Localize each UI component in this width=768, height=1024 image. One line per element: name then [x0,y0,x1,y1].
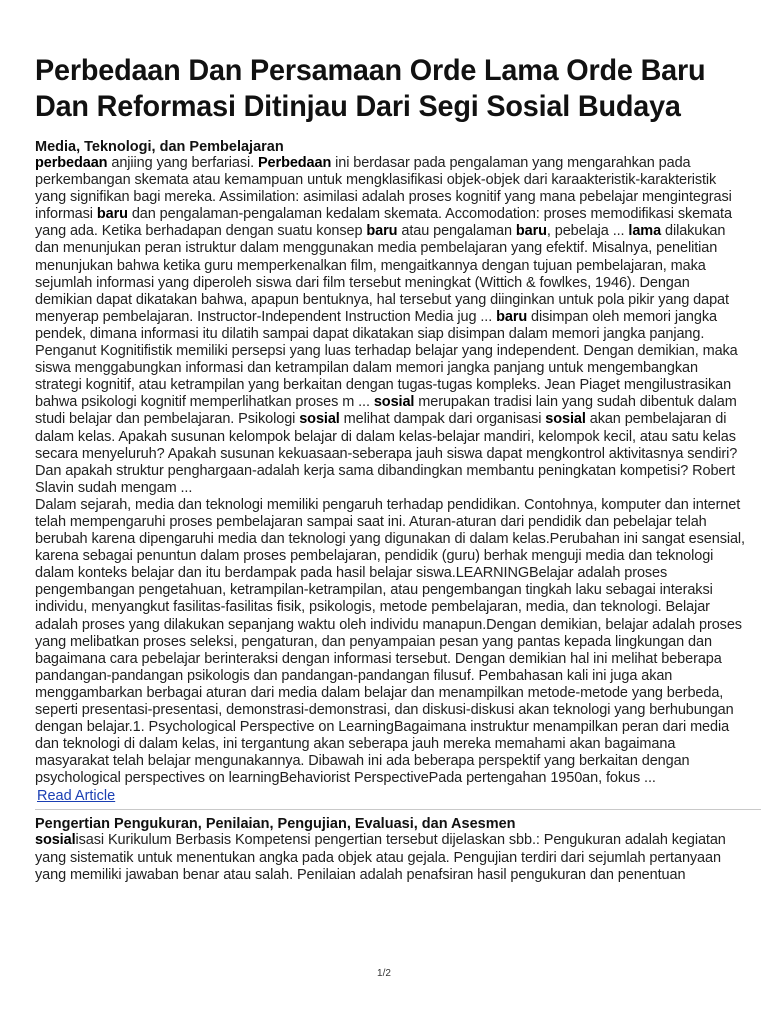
text-run: melihat dampak dari organisasi [339,411,546,428]
document-title [35,53,721,125]
text-run: dilakukan dan menunjukan peran istruktur dalam menggunakan media pembelajaran yang efektif. Misalnya, penelitian menunjukan bahwa ketika guru memperkenalkan film, mengaitkannya dengan tujuan pembelajaran, maka sejumlah informasi yang diperoleh siswa dari film tersebut meningkat (Wittich & fowlkes, 1946). Dengan demikian dapat dikatakan bahwa, apapun bentuknya, hal tersebut yang diinginkan untuk pola pikir yang dapat menyerap pembelajaran. Instructor-Independent Instruction Media jug ... [35,223,729,325]
title-line-2: Dan Reformasi Ditinjau Dari Segi Sosial Budaya [35,90,681,123]
text-run: isasi Kurikulum Berbasis Kompetensi pengertian tersebut dijelaskan sbb.: Pengukuran adalah kegiatan yang sistematik untuk menentukan angka pada objek atau gejala. Pengujian terdiri dari sejumlah pertanyaan yang memiliki jawaban benar atau salah. Penilaian adalah penafsiran hasil pengukuran dan penentuan [35,832,726,883]
highlighted-keyword: baru [96,206,128,223]
section-divider [35,809,761,810]
highlighted-keyword: lama [628,223,662,240]
highlighted-keyword: sosial [35,832,76,849]
highlighted-keyword: sosial [299,411,340,428]
highlighted-keyword: baru [496,308,528,325]
article-heading: Pengertian Pengukuran, Penilaian, Pengujian, Evaluasi, dan Asesmen [35,816,516,833]
text-run: disimpan oleh memori jangka pendek, dimana informasi itu dilatih sampai dapat dikatakan siap disimpan dalam memori jangka panjang. Penganut Kognitifistik memiliki persepsi yang luas terhadap belajar yang independent. Dengan demikian, maka siswa menggabungkan informasi dan ketrampilan dalam memori jangka panjang untuk mengembangkan strategi kognitif, atau ketrampilan yang berkaitan dengan tugas-tugas kompleks. Jean Piaget mengilustrasikan bahwa psikologi kognitif memperlihatkan proses m ... [35,308,738,411]
title-line-1: Perbedaan Dan Persamaan Orde Lama Orde Baru [35,54,706,87]
highlighted-keyword: baru [515,223,547,240]
highlighted-keyword: perbedaan [35,155,108,171]
article-media-teknologi [35,139,745,884]
article-second-paragraph: Dalam sejarah, media dan teknologi memiliki pengaruh terhadap pendidikan. Contohnya, komputer dan internet telah mempengaruhi proses pembelajaran sampai saat ini. Aturan-aturan dari pendidik dan pebelajar telah berubah karena dipengaruhi media dan teknologi yang digunakan di dalam kelas.Perubahan ini sangat esensial, karena sebagai penuntun dalam proses pembelajaran, pendidik (guru) berhak menguji media dan teknologi dalam konteks belajar dan itu berdampak pada hasil belajar siswa.LEARNINGBelajar adalah proses pengembangan pengetahuan, ketrampilan-ketrampilan, atau pengembangan tingkah laku sebagai interaksi individu, menyangkut fasilitas-fasilitas fisik, psikologis, metode pembelajaran, media, dan teknologi. Belajar adalah proses yang dilakukan sepanjang waktu oleh individu manapun.Dengan demikian, belajar adalah proses yang melibatkan proses seleksi, pengaturan, dan penyampaian pesan yang pantas kepada lingkungan dan bagaimana cara pebelajar berinteraksi dengan informasi tersebut. Dengan demikian hal ini melihat beberapa pandangan-pandangan psikologis dan pandangan-pandangan filusuf. Pembahasan kali ini juga akan menggambarkan berbagai aturan dari media dalam belajar dan menampilkan metode-metode yang berbeda, seperti presentasi-presentasi, demonstrasi-demonstrasi, dan diskusi-diskusi akan teknologi yang berhubungan dengan belajar.1. Psychological Perspective on LearningBagaimana instruktur menampilkan peran dari media dan teknologi di dalam kelas, ini tergantung akan seberapa jauh mereka memahami akan bagaimana masyarakat telah belajar mengunakannya. Dibawah ini ada beberapa perspektif yang berkaitan dengan psychological perspectives on learningBehaviorist PerspectivePada pertengahan 1950an, fokus ... [35,496,745,787]
text-run: atau pengalaman [397,223,516,240]
article-heading: Media, Teknologi, dan Pembelajaran [35,139,284,155]
read-article-link[interactable]: Read Article [37,788,116,805]
page-number: 1/2 [377,968,391,979]
highlighted-keyword: Perbedaan [257,155,332,171]
text-run: ini berdasar pada pengalaman yang mengarahkan pada perkembangan skemata atau kemampuan untuk mengklasifikasi objek-objek dari karaakteristik-karakteristik yang signifikan bagi mereka. Assimilation: asimilasi adalah proses kognitif yang mana pebelajar mengintegrasi informasi [35,155,732,223]
highlighted-keyword: baru [366,223,398,240]
highlighted-keyword: sosial [373,394,415,411]
article-excerpt-paragraph [35,832,745,883]
highlighted-keyword: sosial [545,411,586,428]
text-run: dan pengalaman-pengalaman kedalam skemata. Accomodation: proses memodifikasi skemata yang ada. Ketika berhadapan dengan suatu konsep [35,206,732,240]
article-excerpt-paragraph [35,155,745,497]
text-run: akan pembelajaran di dalam kelas. Apakah susunan kelompok belajar di dalam kelas-belajar mandiri, kelompok kecil, atau satu kelas secara menyeluruh? Apakah susunan kekuasaan-seberapa jauh siswa dapat mengkontrol aktivitasnya sendiri? Dan apakah struktur penghargaan-adalah kerja sama dibandingkan membantu peningkatan kompetisi? Robert Slavin sudah mengam ... [35,411,738,496]
text-run: anjiing yang berfariasi. [107,155,258,171]
text-run: , pebelaja ... [546,223,629,240]
text-run: merupakan tradisi lain yang sudah dibentuk dalam studi belajar dan pembelajaran. Psikologi [35,394,737,428]
